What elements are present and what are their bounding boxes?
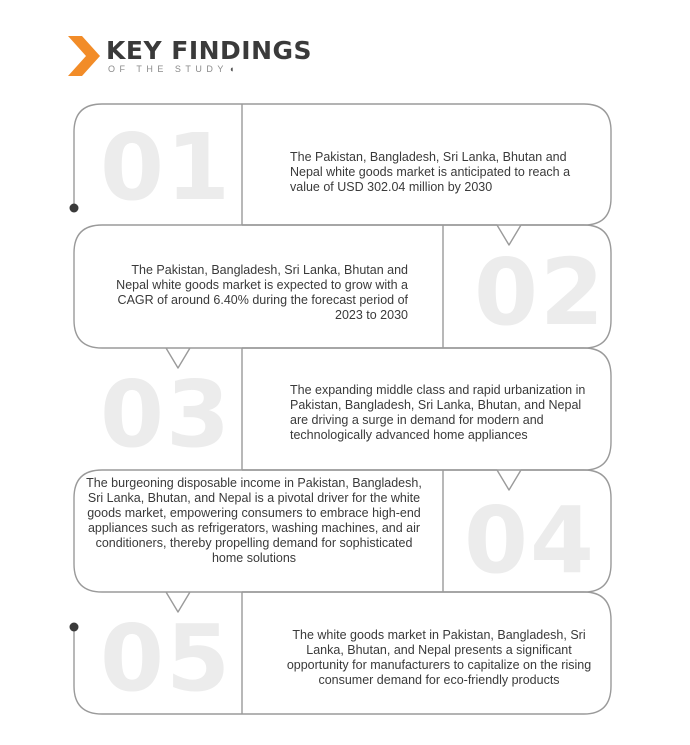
finding-text-02: The Pakistan, Bangladesh, Sri Lanka, Bhutan and Nepal white goods market is expected to grow with a CAGR of around 6.40% during the forecast period of 2023 to 2030 [116,263,408,322]
finding-text-01: The Pakistan, Bangladesh, Sri Lanka, Bhutan and Nepal white goods market is anticipated to reach a value of USD 302.04 million by 2030 [290,150,571,194]
finding-number-05: 05 [100,605,233,712]
finding-text-03: The expanding middle class and rapid urbanization in Pakistan, Bangladesh, Sri Lanka, Bhutan, and Nepal are driving a surge in demand for modern and technologically advanced home appliances [290,383,586,442]
finding-text-04: The burgeoning disposable income in Pakistan, Bangladesh, Sri Lanka, Bhutan, and Nepal is a pivotal driver for the white goods market, empowering consumers to embrace high-end appliances such as refrigerators, washing machines, and air conditioners, thereby propelling demand for sophisticated home solutions [86,476,422,565]
half-circle-icon: ◖ [228,64,235,74]
timeline-dot-top [70,204,79,213]
page-title: KEY FINDINGS [106,36,313,65]
page-subtitle: OF THE STUDY◖ [108,64,235,74]
timeline-dot-bottom [70,623,79,632]
finding-number-03: 03 [100,361,233,468]
finding-number-01: 01 [100,114,233,221]
finding-number-04: 04 [464,487,597,594]
finding-number-02: 02 [474,239,607,346]
finding-text-05: The white goods market in Pakistan, Bangladesh, Sri Lanka, Bhutan, and Nepal presents a significant opportunity for manufacturers to capitalize on the rising consumer demand for eco-friendly products [286,628,592,687]
